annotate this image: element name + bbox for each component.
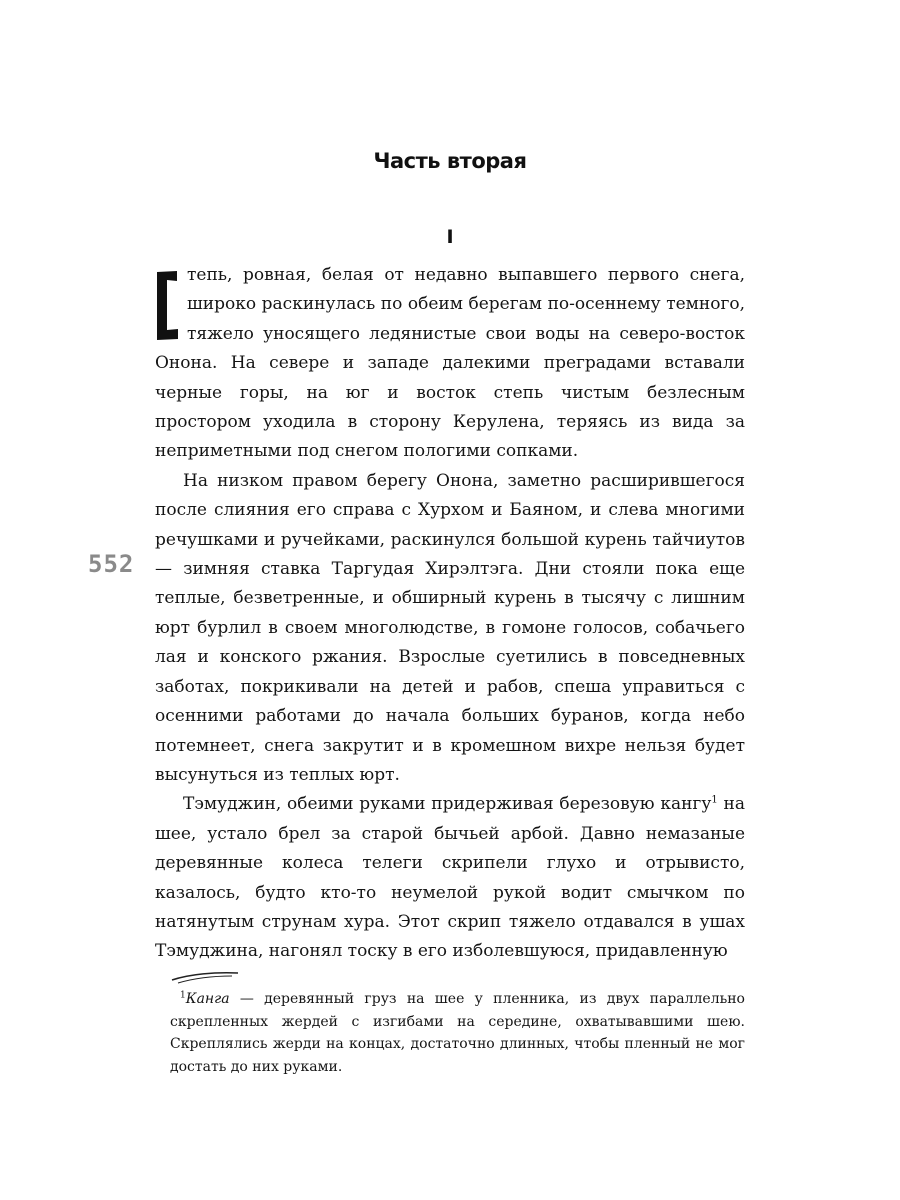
chapter-number: I [446,226,454,248]
part-title: Часть вторая [373,149,527,173]
dropcap-letter-s-icon [155,269,179,341]
paragraph-1 [155,261,745,467]
footnote-text: — деревянный груз на шее у пленника, из двух параллельно скрепленных жердей с изгибами на середине, охватывавшими шею. Скреплялись жерди на концах, достаточно длинных, чтобы пленный не мог достать до них руками. [170,991,745,1075]
page-number: 552 [88,550,135,578]
paragraph-3-text-b: на шее, устало брел за старой бычьей арбой. Давно немазаные деревянные колеса телеги скрипели глухо и отрывисто, казалось, будто кто-то неумелой рукой водит смычком по натянутым струнам хура. Этот скрип тяжело отдавался в ушах Тэмуджина, нагонял тоску в его изболевшуюся, придавленную [155,794,745,962]
footnote-ref[interactable]: 1 [711,794,718,806]
dropcap [155,269,179,341]
paragraph-2: На низком правом берегу Онона, заметно расширившегося после слияния его справа с Хурхом и Баяном, и слева многими речушками и ручейками, раскинулся большой курень тайчиутов — зимняя ставка Таргудая Хирэлтэга. Дни стояли пока еще теплые, безветренные, и обширный курень в тысячу с лишним юрт бурлил в своем многолюдстве, в гомоне голосов, собачьего лая и конского ржания. Взрослые суетились в повседневных заботах, покрикивали на детей и рабов, спеша управиться с осенними работами до начала больших буранов, когда небо потемнеет, снега закрутит и в кромешном вихре нельзя будет высунуться из теплых юрт. [155,470,745,785]
body-text [155,261,745,967]
footnote-separator [170,968,240,986]
footnote-marker: 1 [180,990,186,1001]
footnote [170,988,745,1078]
paragraph-1-text: тепь, ровная, белая от недавно выпавшего первого снега, широко раскинулась по обеим берегам по-осеннему темного, тяжело уносящего ледянистые свои воды на северо-восток Онона. На севере и западе далекими преградами вставали черные горы, на юг и восток степь чистым безлесным простором уходила в сторону Керулена, теряясь из вида за неприметными под снегом пологими сопками. [155,265,745,462]
footnote-term: Канга [185,991,230,1007]
paragraph-3 [155,790,745,966]
paragraph-3-text-a: Тэмуджин, обеими руками придерживая березовую кангу [183,794,712,815]
